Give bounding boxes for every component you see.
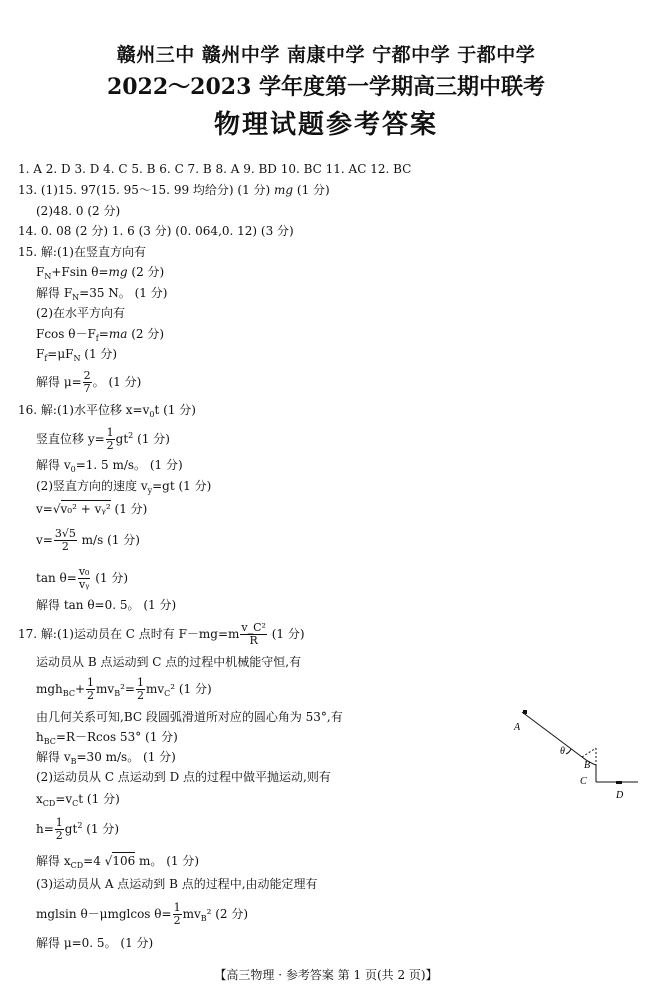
ski-jump-diagram: [508, 702, 648, 802]
q17-line2: mgh$_{BC}$+ $\frac{1}{2}$ $mv_B^2=$ $\frac{1}{2}$ $mv_C^2$ (1 分): [36, 676, 212, 702]
label-c: C: [580, 776, 587, 787]
q16-line5: v= $\frac{3√5}{2}$ m/s (1 分): [36, 527, 140, 553]
q17-line6: (2)运动员从 C 点运动到 D 点的过程中做平抛运动,则有: [36, 770, 331, 784]
fraction: $\frac{1}{2}$: [87, 676, 95, 702]
choice-answers: 1. A 2. D 3. D 4. C 5. B 6. C 7. B 8. A 9. BD 10. BC 11. AC 12. BC: [18, 162, 412, 176]
q17-line1: 运动员从 B 点运动到 C 点的过程中机械能守恒,有: [36, 655, 302, 669]
q15-intro: 15. 解:(1)在竖直方向有: [18, 245, 146, 259]
fraction: $\frac{\text{v₀}}{\text{vᵧ}}$: [78, 565, 90, 591]
skier-marker: [523, 710, 527, 714]
fraction: $\frac{3√5}{2}$: [54, 527, 76, 553]
q14-answer: 14. 0. 08 (2 分) 1. 6 (3 分) (0. 064,0. 12) (3 分): [18, 224, 294, 238]
q16-line3: (2)竖直方向的速度 $v_y=gt$ (1 分): [36, 479, 212, 495]
q15-line6: 解得 μ= $\frac{2}{7}$ 。 (1 分): [36, 369, 142, 395]
q16-line4: v=√v₀² + vᵧ² (1 分): [36, 502, 148, 516]
fraction: $\frac{1}{2}$: [55, 816, 63, 842]
q17-line12: 解得 μ=0. 5。 (1 分): [36, 936, 154, 950]
q13-part2: (2)48. 0 (2 分): [36, 204, 121, 218]
label-d: D: [616, 790, 624, 801]
document-title: 物理试题参考答案: [213, 110, 438, 140]
q17-line11: mglsin θ－μmglcos θ= $\frac{1}{2}$ $mv_B^2$ (2 分): [36, 901, 249, 927]
angle-arc: [566, 749, 571, 754]
q15-line1: $F_N+Fsin$ θ=mg (2 分): [36, 265, 165, 281]
q17-line9: 解得 $x_{CD}=4$ √106 m。 (1 分): [36, 854, 200, 870]
q15-line4: Fcos $\theta-F_f=ma$ (2 分): [36, 327, 165, 343]
exam-term: 2022～2023 学年度第一学期高三期中联考: [106, 74, 546, 100]
fraction: $\frac{1}{2}$: [173, 901, 181, 927]
q15-line3: (2)在水平方向有: [36, 306, 125, 320]
fraction: $\frac{1}{2}$: [136, 676, 144, 702]
label-a: A: [514, 722, 521, 733]
q16-intro: 16. 解:(1)水平位移 $x=v_0t$ (1 分): [18, 403, 196, 419]
school-names: 赣州三中 赣州中学 南康中学 宁都中学 于都中学: [116, 44, 536, 66]
fraction: $\frac{\text{v\_C²}}{R}$: [241, 621, 266, 647]
slope-line: [522, 712, 582, 757]
q16-line2: 解得 $v_0=1$. 5 m/s。 (1 分): [36, 458, 183, 474]
q15-line5: $F_f=\mu F_N$ (1 分): [36, 347, 118, 363]
q13-part1: 13. (1)15. 97(15. 95～15. 99 均给分) (1 分) mg (1 分): [18, 183, 330, 197]
q17-line7: $x_{CD}=v_Ct$ (1 分): [36, 792, 120, 808]
q17-line3: 由几何关系可知,BC 段圆弧滑道所对应的圆心角为 53°,有: [36, 710, 343, 724]
q16-line1: 竖直位移 y= $\frac{1}{2}$ $gt^2$ (1 分): [36, 426, 170, 452]
fraction: $\frac{1}{2}$: [106, 426, 114, 452]
landing-marker: [616, 781, 622, 784]
label-b: B: [584, 760, 591, 771]
q17-line4: $h_{BC}=R-Rcos$ 53° (1 分): [36, 730, 178, 746]
q17-intro: 17. 解:(1)运动员在 C 点时有 F－mg=m $\frac{\text{v\_C²}}{R}$ (1 分): [18, 621, 305, 647]
dashed-radius: [582, 748, 596, 757]
page-footer: 【高三物理 · 参考答案 第 1 页(共 2 页)】: [214, 968, 438, 982]
q16-line7: 解得 tan θ=0. 5。 (1 分): [36, 598, 177, 612]
q15-line2: 解得 $F_N=35$ N。 (1 分): [36, 286, 168, 302]
fraction: $\frac{2}{7}$: [83, 369, 91, 395]
q17-line10: (3)运动员从 A 点运动到 B 点的过程中,由动能定理有: [36, 877, 318, 891]
q17-line8: h= $\frac{1}{2}$ $gt^2$ (1 分): [36, 816, 120, 842]
label-theta: θ: [560, 746, 565, 757]
q16-line6: tan θ= $\frac{\text{v₀}}{\text{vᵧ}}$ (1 分): [36, 565, 129, 591]
q17-line5: 解得 $v_B=30$ m/s。 (1 分): [36, 750, 176, 766]
